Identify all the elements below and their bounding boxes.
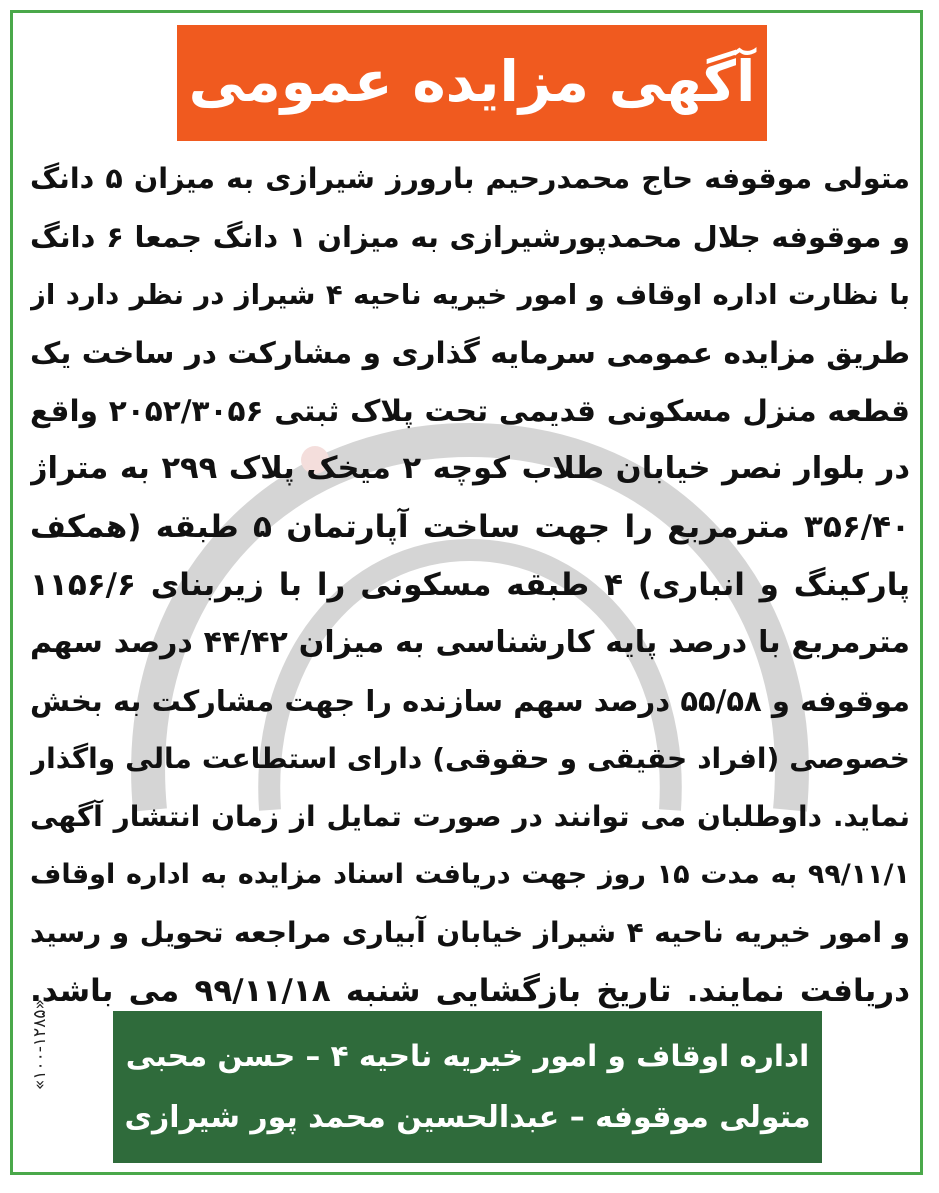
title-banner [177, 25, 767, 141]
body-line: و موقوفه جلال محمدپورشیرازی به میزان ۱ دانگ جمعا ۶ دانگ [30, 220, 910, 254]
signature-box [113, 1011, 822, 1163]
body-line: و امور خیریه ناحیه ۴ شیراز خیابان آبیاری مراجعه تحویل و رسید [30, 916, 910, 949]
ad-code: «۱۰۰-۱۲۸۵» [30, 999, 50, 1090]
body-line: دریافت نمایند. تاریخ بازگشایی شنبه ۹۹/۱۱/۱۸ می باشد. [30, 973, 910, 1009]
body-line: موقوفه و ۵۵/۵۸ درصد سهم سازنده را جهت مشارکت به بخش [30, 684, 910, 718]
body-line: قطعه منزل مسکونی قدیمی تحت پلاک ثبتی ۲۰۵۲/۳۰۵۶ واقع [30, 394, 910, 428]
body-line: نماید. داوطلبان می توانند در صورت تمایل از زمان انتشار آگهی [30, 800, 910, 833]
page-title: آگهی مزایده عمومی [188, 49, 756, 115]
body-line: مترمربع با درصد پایه کارشناسی به میزان ۴۴/۴۲ درصد سهم [30, 625, 910, 660]
signature-line-trustee: متولی موقوفه – عبدالحسین محمد پور شیرازی [124, 1100, 811, 1135]
body-line: خصوصی (افراد حقیقی و حقوقی) دارای استطاعت مالی واگذار [30, 742, 910, 775]
signature-line-office: اداره اوقاف و امور خیریه ناحیه ۴ – حسن محبی [125, 1039, 810, 1073]
announcement-body [30, 150, 910, 1009]
body-line: پارکینگ و انباری) ۴ طبقه مسکونی را با زیربنای ۱۱۵۶/۶ [30, 567, 910, 603]
body-line: ۹۹/۱۱/۱ به مدت ۱۵ روز جهت دریافت اسناد مزایده به اداره اوقاف [30, 859, 910, 890]
body-line: ۳۵۶/۴۰ مترمربع را جهت ساخت آپارتمان ۵ طبقه (همکف [30, 509, 910, 545]
body-line: در بلوار نصر خیابان طلاب کوچه ۲ میخک پلاک ۲۹۹ به متراژ [30, 451, 910, 486]
body-line: با نظارت اداره اوقاف و امور خیریه ناحیه ۴ شیراز در نظر دارد از [30, 279, 910, 311]
body-line: طریق مزایده عمومی سرمایه گذاری و مشارکت در ساخت یک [30, 336, 910, 370]
body-line: متولی موقوفه حاج محمدرحیم بارورز شیرازی به میزان ۵ دانگ [30, 162, 910, 195]
